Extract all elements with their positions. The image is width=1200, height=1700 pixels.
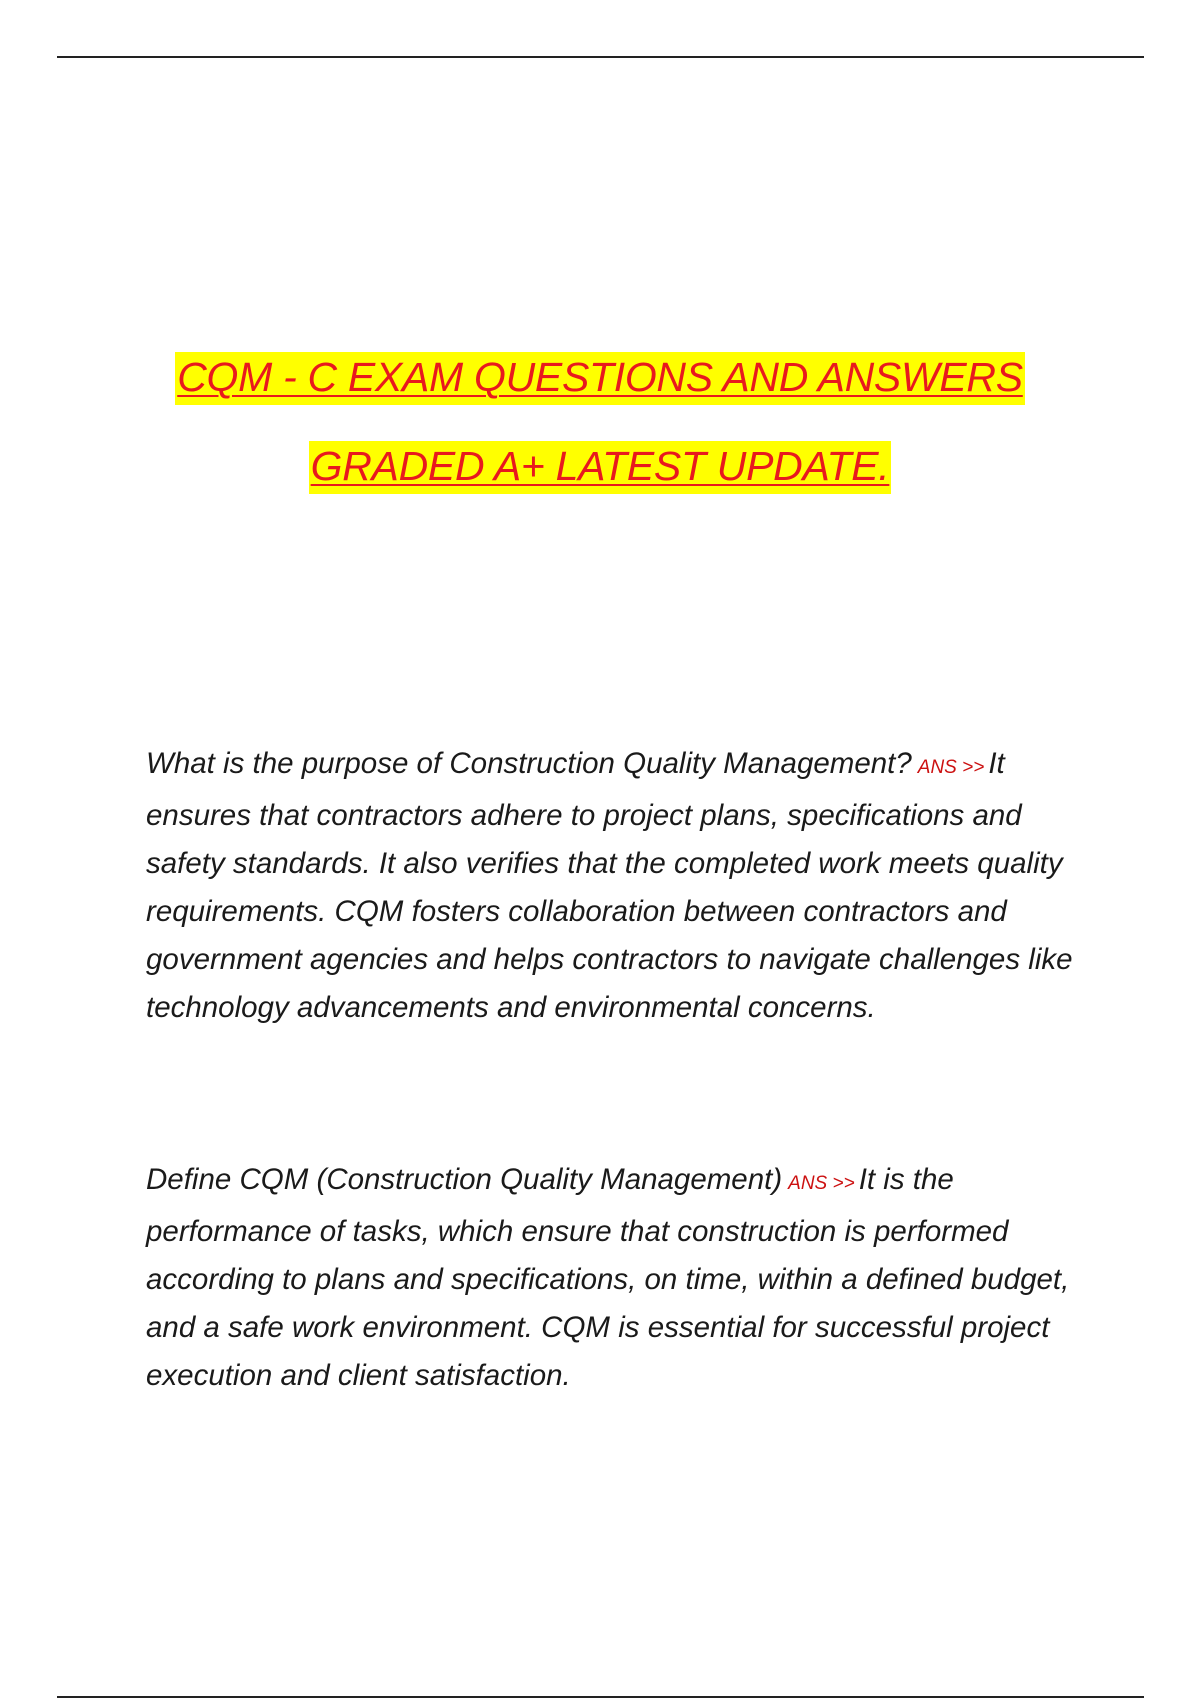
top-rule bbox=[57, 56, 1144, 58]
qa-item-1 bbox=[146, 740, 1096, 1032]
answer-marker: ANS >> bbox=[917, 757, 985, 778]
question-text: Define CQM (Construction Quality Management) bbox=[146, 1163, 783, 1196]
answer-marker: ANS >> bbox=[788, 1173, 855, 1194]
title-line-2 bbox=[0, 441, 1200, 494]
bottom-rule bbox=[57, 1696, 1144, 1698]
answer-text: It is the performance of tasks, which ensure that construction is performed according to plans and specifications, on time, within a defined budget, and a safe work environment. CQM is essential for successful project execution and client satisfaction. bbox=[146, 1163, 1070, 1392]
qa-item-2 bbox=[146, 1156, 1096, 1400]
title-line-1-text: CQM - C EXAM QUESTIONS AND ANSWERS bbox=[175, 352, 1025, 405]
question-text: What is the purpose of Construction Quality Management? bbox=[146, 747, 912, 780]
answer-text: It ensures that contractors adhere to project plans, specifications and safety standards. It also verifies that the completed work meets quality requirements. CQM fosters collaboration between contractors and government agencies and helps contractors to navigate challenges like technology advancements and environmental concerns. bbox=[146, 747, 1073, 1024]
title-line-1 bbox=[0, 352, 1200, 405]
document-title bbox=[0, 352, 1200, 494]
title-line-2-text: GRADED A+ LATEST UPDATE. bbox=[309, 441, 892, 494]
